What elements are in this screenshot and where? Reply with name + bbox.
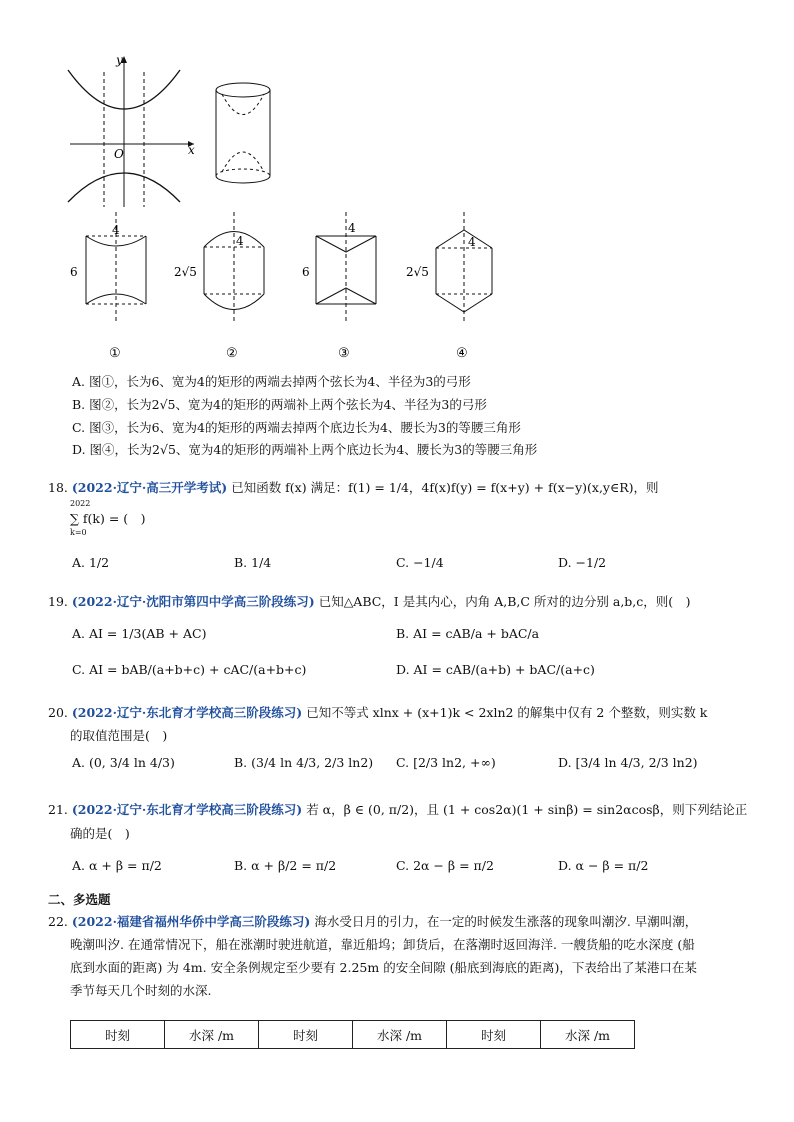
- q22-line-3: 底到水面的距离) 为 4m. 安全条例规定至少要有 2.25m 的安全间隙 (船底到海底的距离)，下表给出了某港口在某: [70, 960, 697, 975]
- q18-option-a: A. 1/2: [72, 555, 110, 570]
- q22-number: 22.: [48, 914, 68, 929]
- q18-option-c: C. −1/4: [396, 555, 444, 570]
- q18-question: [48, 478, 659, 496]
- q18-sum-bottom: k=0: [70, 528, 87, 537]
- q20-question: [48, 703, 707, 721]
- q20-stem-2: 的取值范围是( ): [70, 728, 168, 743]
- q21-number: 21.: [48, 802, 68, 817]
- q18-stem: 已知函数 f(x) 满足：f(1) = 1/4，4f(x)f(y) = f(x+y) + f(x−y)(x,y∈R)，则: [231, 480, 659, 495]
- shape3-height: 6: [302, 265, 310, 279]
- q20-option-d: D. [3/4 ln 4/3, 2/3 ln2): [558, 755, 698, 770]
- q20-number: 20.: [48, 705, 68, 720]
- q21-option-c: C. 2α − β = π/2: [396, 858, 494, 873]
- q21-option-b: B. α + β/2 = π/2: [234, 858, 337, 873]
- q17-option-a: A. 图①，长为6、宽为4的矩形的两端去掉两个弦长为4、半径为3的弓形: [72, 374, 471, 389]
- q18-option-d: D. −1/2: [558, 555, 607, 570]
- q18-option-b: B. 1/4: [234, 555, 272, 570]
- q18-number: 18.: [48, 480, 68, 495]
- shape1-width: 4: [112, 223, 120, 237]
- shape3-width: 4: [348, 221, 356, 235]
- q20-option-b: B. (3/4 ln 4/3, 2/3 ln2): [234, 755, 374, 770]
- q21-stem-2: 确的是( ): [70, 826, 130, 841]
- q21-option-d: D. α − β = π/2: [558, 858, 649, 873]
- q17-option-c: C. 图③，长为6、宽为4的矩形的两端去掉两个底边长为4、腰长为3的等腰三角形: [72, 420, 521, 435]
- q22-source: (2022·福建省福州华侨中学高三阶段练习): [71, 914, 311, 929]
- shape2-width: 4: [236, 234, 244, 248]
- shape4-width: 4: [468, 235, 476, 249]
- q21-question: [48, 800, 747, 818]
- q19-option-d: D. AI = cAB/(a+b) + bAC/(a+c): [396, 662, 595, 677]
- q20-option-a: A. (0, 3/4 ln 4/3): [72, 755, 175, 770]
- q21-stem: 若 α，β ∈ (0, π/2)，且 (1 + cos2α)(1 + sinβ) = sin2αcosβ，则下列结论正: [306, 802, 748, 817]
- shape3-num: ③: [338, 346, 350, 361]
- q19-option-c: C. AI = bAB/(a+b+c) + cAC/(a+b+c): [72, 662, 307, 677]
- q17-option-d: D. 图④，长为2√5、宽为4的矩形的两端补上两个底边长为4、腰长为3的等腰三角形: [72, 442, 538, 457]
- q18-stem-2: ∑ f(k) = ( ): [70, 511, 146, 526]
- q18-sum-top: 2022: [70, 499, 91, 508]
- cylinder-figure: [208, 80, 278, 190]
- section-shape-2: [168, 212, 278, 362]
- q22-line-2: 晚潮叫汐. 在通常情况下，船在涨潮时驶进航道，靠近船坞；卸货后，在落潮时返回海洋. 一艘货船的吃水深度 (船: [70, 937, 695, 952]
- q22-line-1: 海水受日月的引力，在一定的时候发生涨落的现象叫潮汐. 早潮叫潮，: [314, 914, 698, 929]
- q18-source: (2022·辽宁·高三开学考试): [71, 480, 228, 495]
- q19-number: 19.: [48, 594, 68, 609]
- q19-option-a: A. AI = 1/3(AB + AC): [72, 626, 207, 641]
- q20-option-c: C. [2/3 ln2, +∞): [396, 755, 496, 770]
- section-heading: 二、多选题: [48, 892, 111, 907]
- section-shape-1: [64, 212, 164, 362]
- y-axis-label: y: [116, 53, 123, 67]
- q22-question: [48, 912, 697, 930]
- origin-label: O: [114, 147, 124, 161]
- table-header-row: [71, 1021, 635, 1049]
- shape2-num: ②: [226, 346, 238, 361]
- table-header-cell: 时刻: [71, 1021, 165, 1049]
- hyperbola-graph: [62, 52, 202, 212]
- shape4-height: 2√5: [406, 265, 429, 279]
- q21-option-a: A. α + β = π/2: [72, 858, 162, 873]
- x-axis-label: x: [188, 143, 195, 157]
- section-shape-3: [298, 212, 398, 362]
- table-header-cell: 时刻: [259, 1021, 353, 1049]
- q21-source: (2022·辽宁·东北育才学校高三阶段练习): [71, 802, 303, 817]
- q19-source: (2022·辽宁·沈阳市第四中学高三阶段练习): [71, 594, 315, 609]
- shape4-num: ④: [456, 346, 468, 361]
- q20-source: (2022·辽宁·东北育才学校高三阶段练习): [71, 705, 303, 720]
- q19-question: [48, 592, 691, 610]
- q20-stem: 已知不等式 xlnx + (x+1)k < 2xln2 的解集中仅有 2 个整数，则实数 k: [306, 705, 708, 720]
- table-header-cell: 水深 /m: [353, 1021, 447, 1049]
- table-header-cell: 水深 /m: [541, 1021, 635, 1049]
- q19-option-b: B. AI = cAB/a + bAC/a: [396, 626, 540, 641]
- table-header-cell: 水深 /m: [165, 1021, 259, 1049]
- shape1-num: ①: [109, 346, 121, 361]
- q19-stem: 已知△ABC，I 是其内心，内角 A,B,C 所对的边分别 a,b,c，则( ): [318, 594, 691, 609]
- shape2-height: 2√5: [174, 265, 197, 279]
- section-shape-4: [404, 212, 514, 362]
- q17-option-b: B. 图②，长为2√5、宽为4的矩形的两端补上两个弦长为4、半径为3的弓形: [72, 397, 487, 412]
- q22-line-4: 季节每天几个时刻的水深.: [70, 983, 212, 998]
- shape1-height: 6: [70, 265, 78, 279]
- table-header-cell: 时刻: [447, 1021, 541, 1049]
- tide-table: [70, 1020, 635, 1049]
